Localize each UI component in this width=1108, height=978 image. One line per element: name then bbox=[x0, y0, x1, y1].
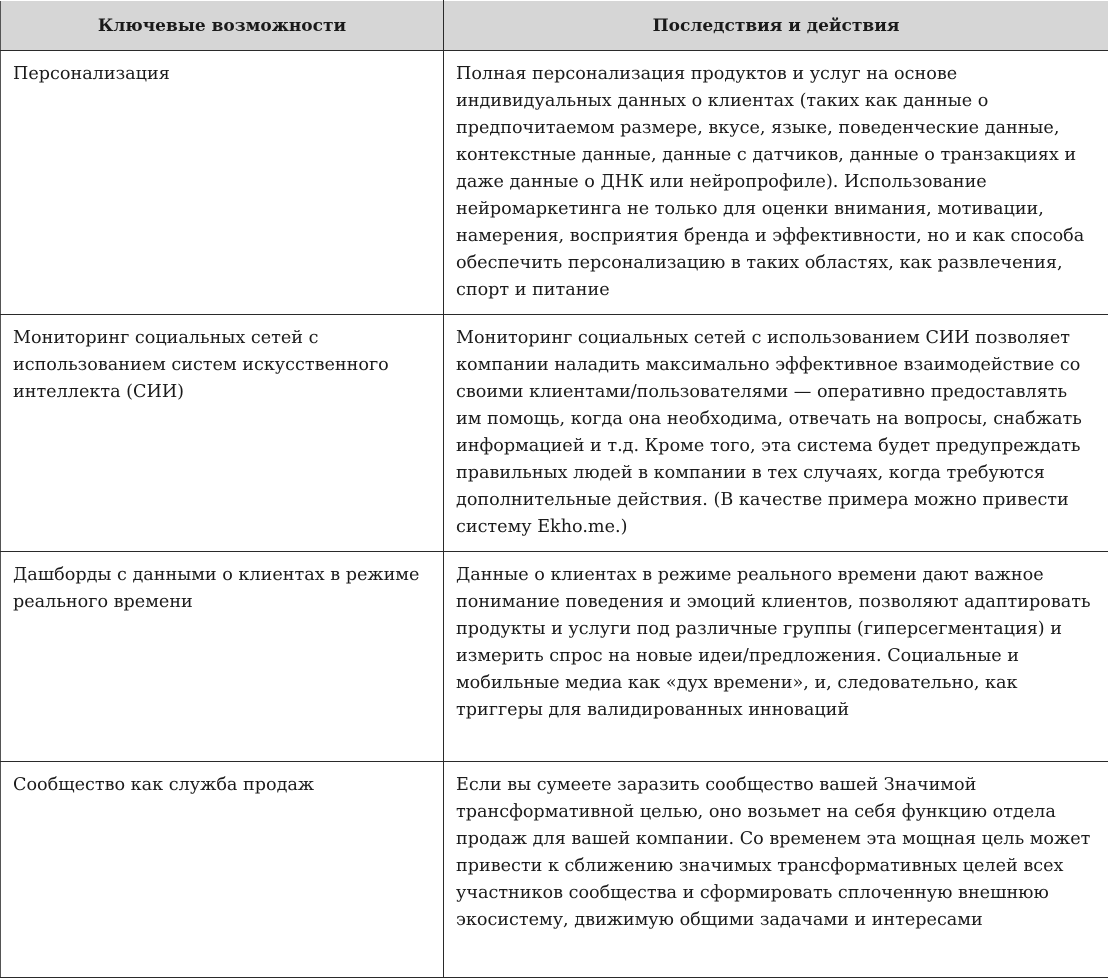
table-header-row bbox=[1, 1, 1108, 51]
capability-cell: Дашборды с данными о клиентах в режиме реального времени bbox=[1, 552, 444, 762]
table-row bbox=[1, 315, 1108, 552]
header-capabilities: Ключевые возможности bbox=[1, 1, 444, 51]
consequence-cell: Данные о клиентах в режиме реального времени дают важное понимание поведения и эмоций клиентов, позволяют адаптировать продукты и услуги под различные группы (гиперсегментация) и измерить спрос на новые идеи/предложения. Социальные и мобильные медиа как «дух времени», и, следовательно, как триггеры для валидированных инноваций bbox=[444, 552, 1108, 762]
capability-cell: Мониторинг социальных сетей с использованием систем искусственного интеллекта (СИИ) bbox=[1, 315, 444, 552]
table-row bbox=[1, 51, 1108, 315]
capability-cell: Персонализация bbox=[1, 51, 444, 315]
table-row bbox=[1, 762, 1108, 978]
consequence-cell: Если вы сумеете заразить сообщество вашей Значимой трансформативной целью, оно возьмет на себя функцию отдела продаж для вашей компании. Со временем эта мощная цель может привести к сближению значимых трансформативных целей всех участников сообщества и сформировать сплоченную внешнюю экосистему, движимую общими задачами и интересами bbox=[444, 762, 1108, 978]
header-consequences: Последствия и действия bbox=[444, 1, 1108, 51]
table-row bbox=[1, 552, 1108, 762]
capability-cell: Сообщество как служба продаж bbox=[1, 762, 444, 978]
consequence-cell: Мониторинг социальных сетей с использованием СИИ позволяет компании наладить максимально эффективное взаимодействие со своими клиентами/пользователями — оперативно предоставлять им помощь, когда она необходима, отвечать на вопросы, снабжать информацией и т.д. Кроме того, эта система будет предупреждать правильных людей в компании в тех случаях, когда требуются дополнительные действия. (В качестве примера можно привести систему Ekho.me.) bbox=[444, 315, 1108, 552]
consequence-cell: Полная персонализация продуктов и услуг на основе индивидуальных данных о клиентах (таких как данные о предпочитаемом размере, вкусе, языке, поведенческие данные, контекстные данные, данные с датчиков, данные о транзакциях и даже данные о ДНК или нейропрофиле). Использование нейромаркетинга не только для оценки внимания, мотивации, намерения, восприятия бренда и эффективности, но и как способа обеспечить персонализацию в таких областях, как развлечения, спорт и питание bbox=[444, 51, 1108, 315]
